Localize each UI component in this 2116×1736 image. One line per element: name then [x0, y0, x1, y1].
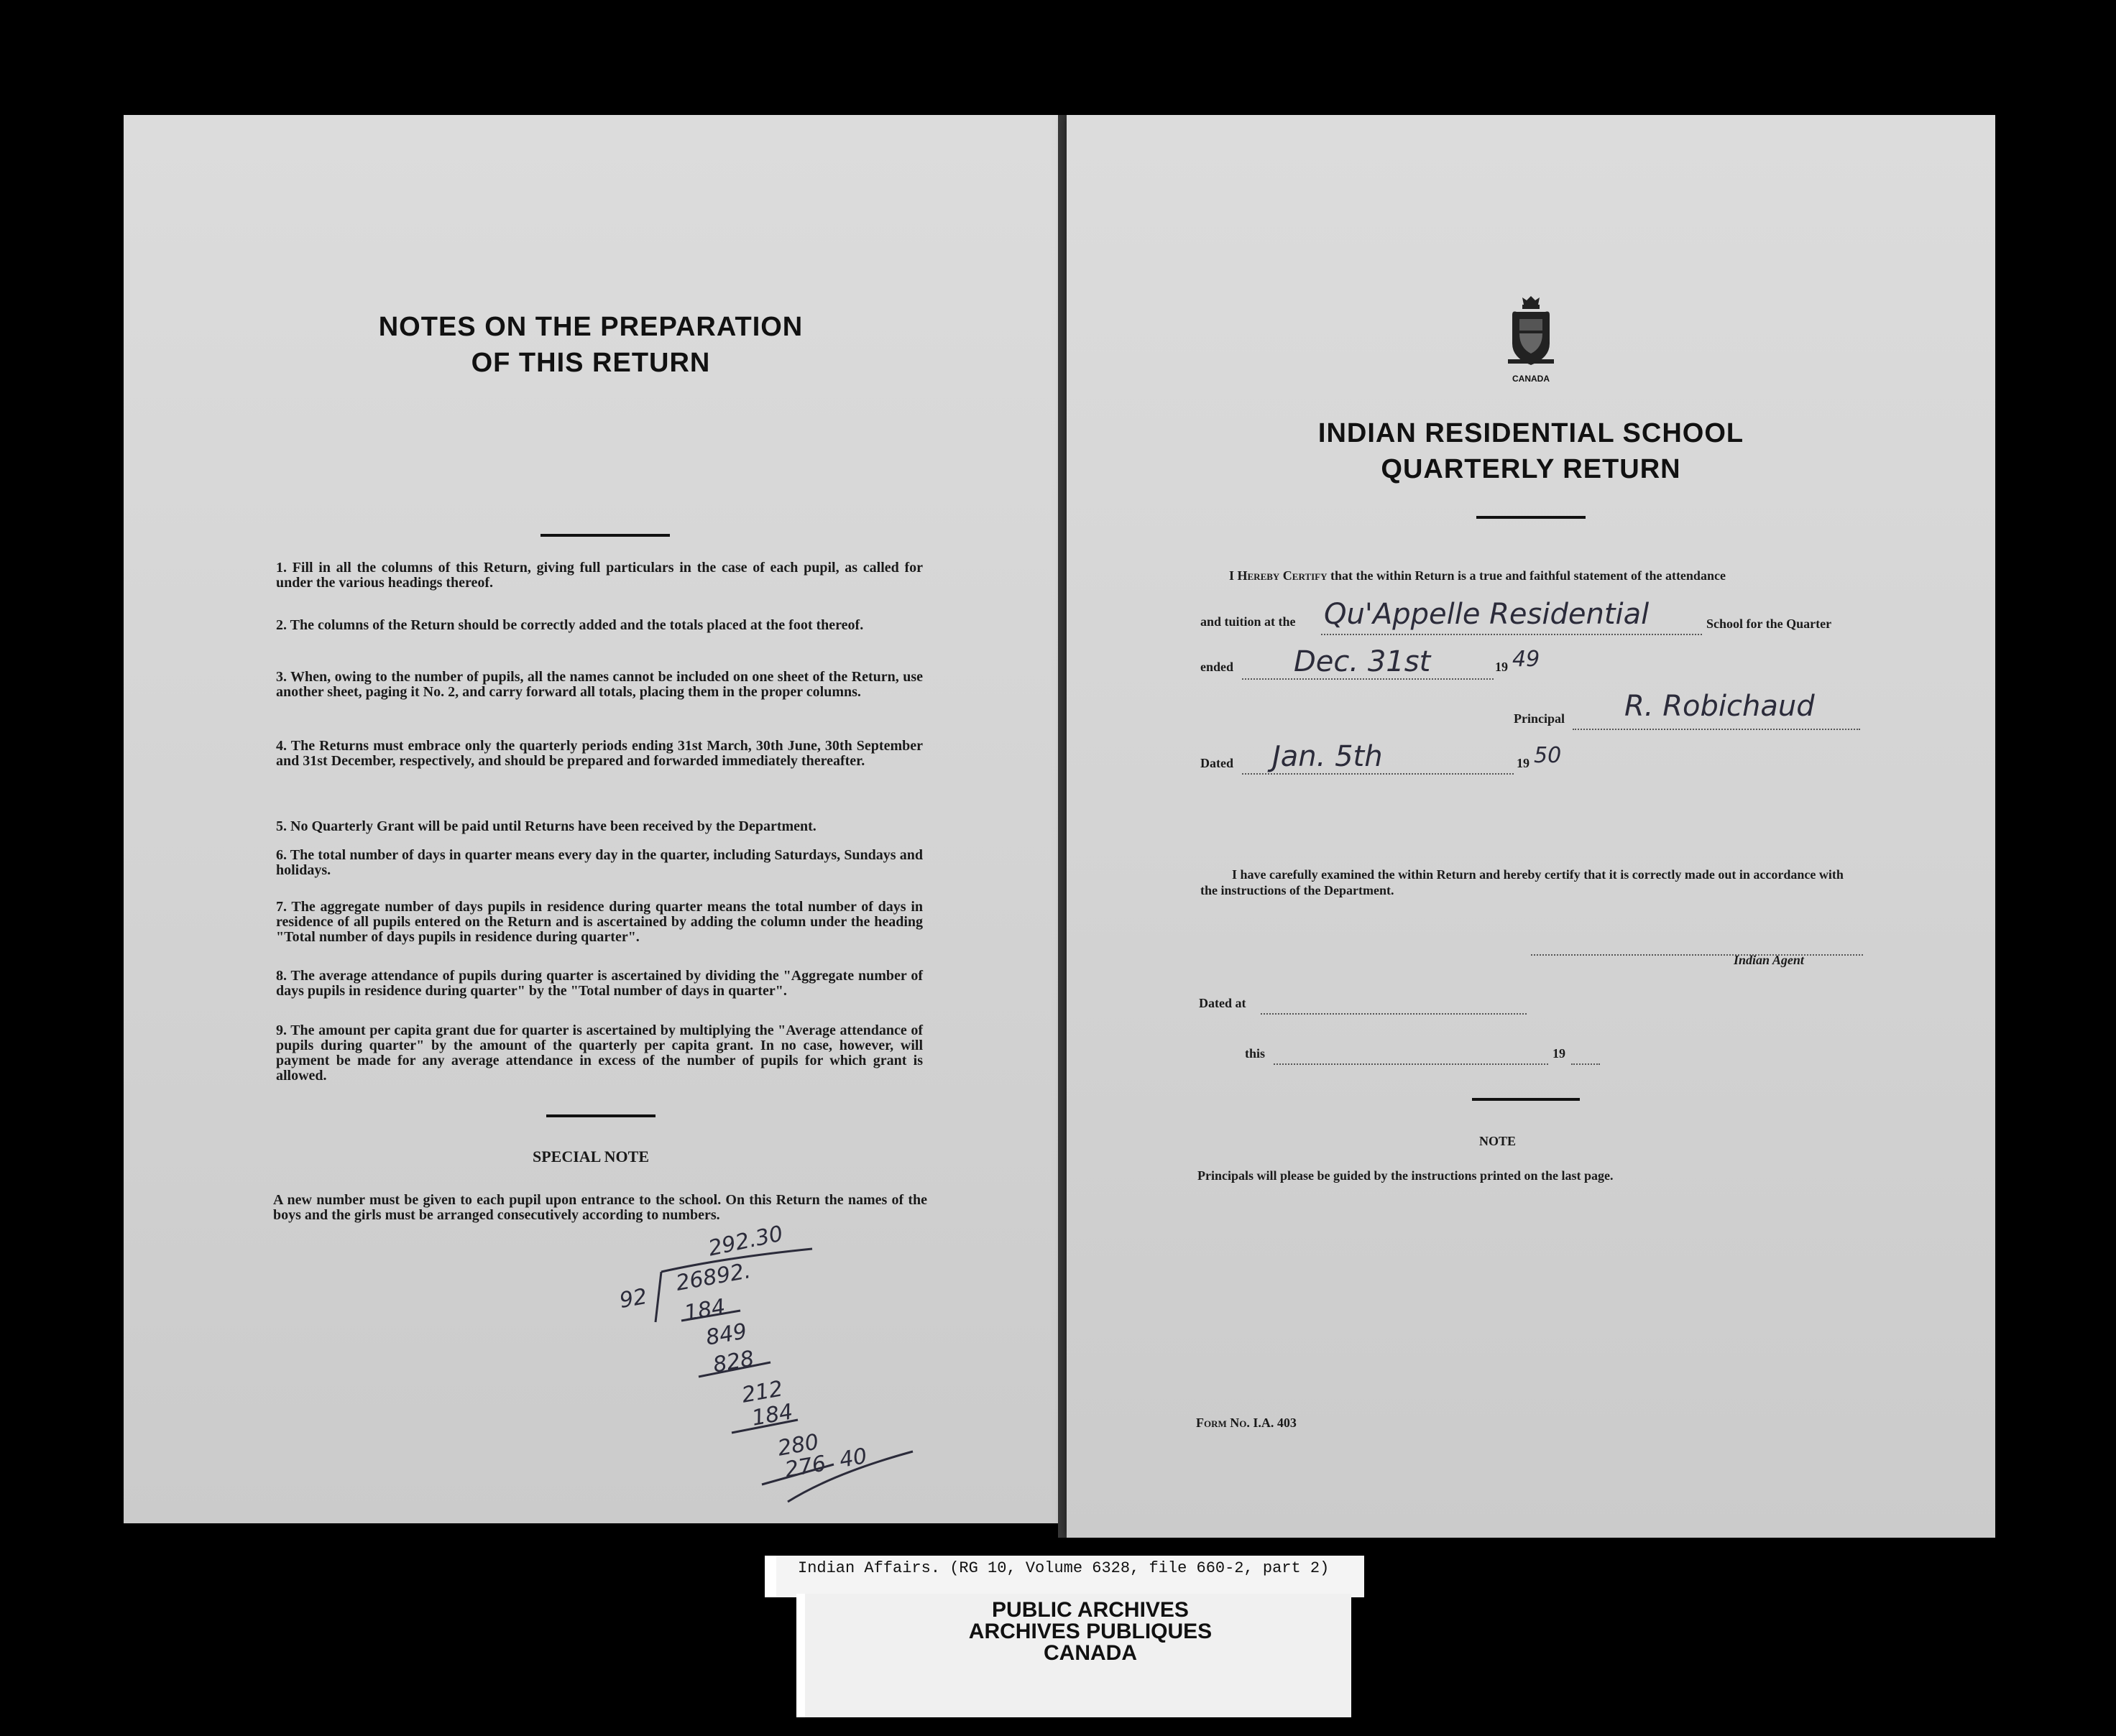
special-note-divider [546, 1114, 656, 1117]
form-title: INDIAN RESIDENTIAL SCHOOL QUARTERLY RETURN [1317, 418, 1744, 484]
note-3: 3. When, owing to the number of pupils, all the names cannot be included on one sheet of the Return, use another sheet, paging it No. 2, and carry forward all totals, placing them in the proper columns. [276, 669, 923, 700]
handwritten-calc-step1: 184 [682, 1294, 727, 1326]
school-name-line [1321, 621, 1702, 635]
handwritten-calc-dividend: 26892. [673, 1258, 753, 1296]
handwritten-calc-step7: 276 [783, 1451, 828, 1483]
handwritten-calc-divisor: 92 [617, 1283, 649, 1314]
book-gutter [1058, 115, 1067, 1538]
notes-title: NOTES ON THE PREPARATION OF THIS RETURN [378, 312, 804, 378]
note-1: 1. Fill in all the columns of this Return, giving full particulars in the case of each pupil, as called for under the various headings thereof. [276, 560, 923, 591]
dated-year-handwritten[interactable]: 50 [1534, 743, 1562, 768]
dated-line [1242, 760, 1514, 775]
principal-label: Principal [1514, 711, 1565, 726]
indian-agent-signature-line [1531, 941, 1863, 956]
handwritten-calc-step6: 280 [776, 1429, 821, 1462]
handwritten-calc-step4: 212 [740, 1376, 785, 1408]
handwritten-calc-remainder: 40 [837, 1443, 869, 1474]
handwritten-calc-step5: 184 [750, 1399, 795, 1431]
note-9: 9. The amount per capita grant due for quarter is ascertained by multiplying the "Average attendance of pupils during quarter" by the amount of the quarterly per capita grant. In no case, however, will payment be made for any average attendance in excess of the number of pupils for which grant is allowed. [276, 1022, 923, 1084]
certification-text: I Hereby Certify that the within Return is a true and faithful statement of the attendance [1229, 568, 1726, 583]
note-2: 2. The columns of the Return should be correctly added and the totals placed at the foot thereof. [276, 617, 864, 633]
tuition-suffix: School for the Quarter [1706, 617, 1832, 631]
archive-reference: Indian Affairs. (RG 10, Volume 6328, file 660-2, part 2) [798, 1559, 1330, 1577]
handwritten-calc-step2: 849 [704, 1319, 749, 1351]
this-year-prefix: 19 [1552, 1046, 1565, 1061]
note-6: 6. The total number of days in quarter means every day in the quarter, including Saturdays, Sundays and holidays. [276, 847, 923, 878]
dated-at-line [1261, 1000, 1527, 1015]
handwritten-calc-step3: 828 [711, 1346, 756, 1378]
archive-stamp: PUBLIC ARCHIVES ARCHIVES PUBLIQUES CANADA [968, 1598, 1213, 1665]
principal-signature[interactable]: R. Robichaud [1624, 690, 1815, 723]
canada-coat-of-arms-icon [1506, 293, 1555, 372]
special-note-title: SPECIAL NOTE [533, 1148, 649, 1165]
dated-label: Dated [1200, 756, 1233, 770]
this-label: this [1245, 1046, 1266, 1061]
ended-date-handwritten[interactable]: Dec. 31st [1294, 645, 1431, 678]
note-7: 7. The aggregate number of days pupils in residence during quarter means the total number of days in residence of all pupils entered on the Return and is ascertained by adding the column under the heading "Total number of days pupils in residence during quarter". [276, 899, 923, 945]
tuition-row: and tuition at the [1200, 614, 1296, 629]
agent-certification-text: I have carefully examined the within Return and hereby certify that it is correctly made out in accordance with the instructions of the Department. [1200, 867, 1844, 897]
dated-at-label: Dated at [1199, 996, 1246, 1010]
note-8: 8. The average attendance of pupils during quarter is ascertained by dividing the "Aggregate number of days pupils in residence during quarter" by the "Total number of days in quarter". [276, 968, 923, 999]
title-divider [540, 534, 670, 537]
note-divider [1472, 1098, 1580, 1101]
handwritten-calc-quotient: 292.30 [706, 1221, 786, 1262]
this-line [1274, 1051, 1548, 1065]
indian-agent-label: Indian Agent [1734, 953, 1804, 967]
note-4: 4. The Returns must embrace only the quarterly periods ending 31st March, 30th June, 30th September and 31st December, respectively, and should be prepared and forwarded immediately thereafter. [276, 738, 923, 769]
note-5: 5. No Quarterly Grant will be paid until Returns have been received by the Department. [276, 818, 816, 834]
this-year-line [1571, 1051, 1600, 1065]
dated-year-prefix: 19 [1517, 756, 1530, 770]
note-text: Principals will please be guided by the instructions printed on the last page. [1197, 1168, 1614, 1183]
special-note-text: A new number must be given to each pupil upon entrance to the school. On this Return the names of the boys and the girls must be arranged consecutively according to numbers. [273, 1192, 927, 1223]
handwritten-calc-strokes [618, 1236, 920, 1523]
ended-year-handwritten[interactable]: 49 [1512, 647, 1540, 672]
ended-label: ended [1200, 660, 1234, 674]
school-name-handwritten[interactable]: Qu'Appelle Residential [1324, 598, 1650, 631]
dated-handwritten[interactable]: Jan. 5th [1272, 740, 1383, 773]
form-title-divider [1476, 516, 1586, 519]
note-title: NOTE [1479, 1134, 1517, 1148]
crest-label: CANADA [1512, 374, 1550, 384]
ended-date-line [1242, 665, 1494, 680]
form-number: Form No. I.A. 403 [1196, 1416, 1297, 1430]
ended-year-prefix: 19 [1495, 660, 1508, 674]
